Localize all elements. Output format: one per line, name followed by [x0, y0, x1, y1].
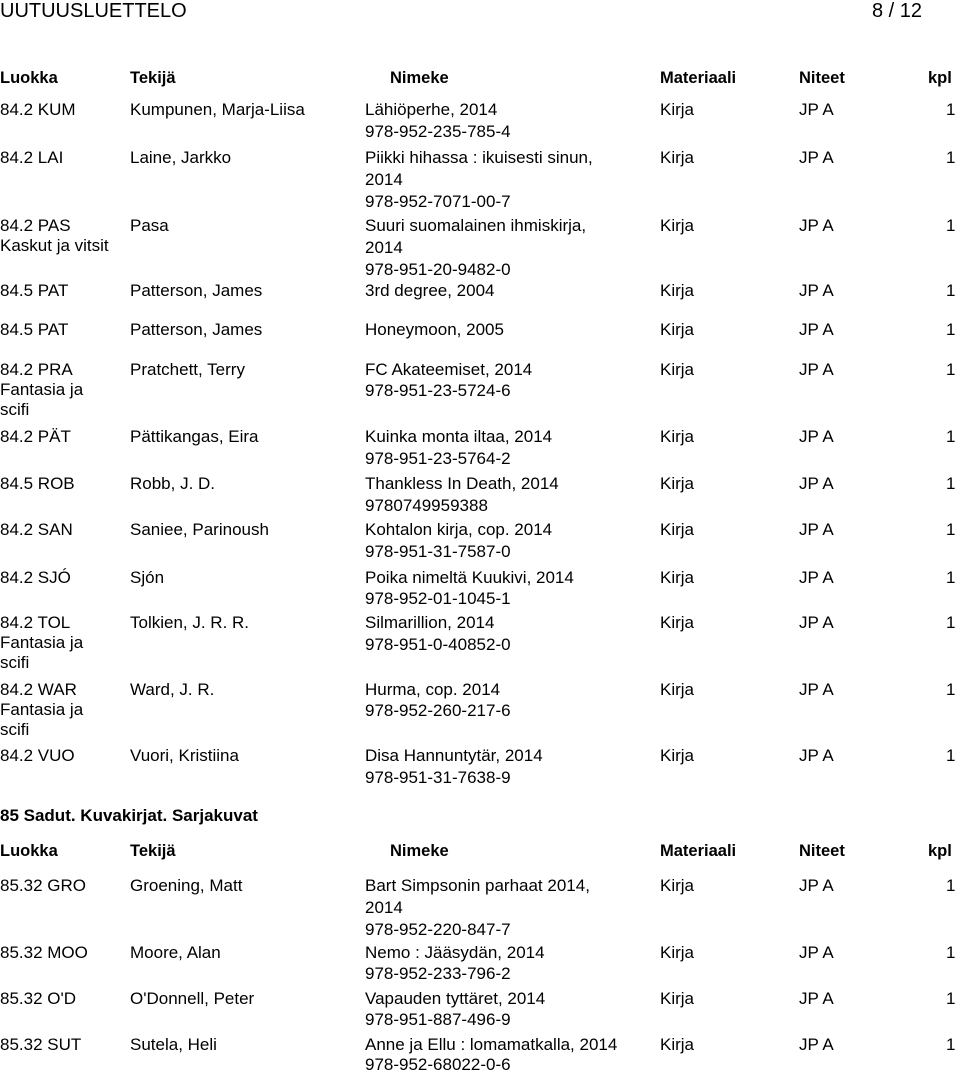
- row-niteet: JP A: [799, 100, 834, 119]
- column-kpl: kpl: [928, 842, 952, 860]
- row-genre-cont: scifi: [0, 720, 30, 739]
- row-nimeke: Lähiöperhe, 2014: [365, 100, 498, 119]
- column-niteet: Niteet: [799, 69, 845, 87]
- row-kpl: 1: [946, 568, 956, 587]
- page-number: 8 / 12: [872, 0, 923, 22]
- row-materiaali: Kirja: [660, 216, 695, 235]
- row-niteet: JP A: [799, 216, 834, 235]
- row-tekija: Patterson, James: [130, 281, 263, 300]
- row-tekija: O'Donnell, Peter: [130, 989, 255, 1008]
- row-tekija: Pättikangas, Eira: [130, 427, 259, 446]
- column-tekija: Tekijä: [130, 69, 176, 87]
- row-tekija: Ward, J. R.: [130, 680, 215, 699]
- row-niteet: JP A: [799, 613, 834, 632]
- column-nimeke: Nimeke: [390, 842, 449, 860]
- row-tekija: Vuori, Kristiina: [130, 746, 239, 765]
- row-luokka: 84.2 TOL: [0, 613, 71, 632]
- row-kpl: 1: [946, 148, 956, 167]
- row-nimeke-cont: 2014: [365, 170, 403, 189]
- row-luokka: 85.32 O'D: [0, 989, 77, 1008]
- row-tekija: Moore, Alan: [130, 943, 221, 962]
- row-niteet: JP A: [799, 989, 834, 1008]
- section-heading: 85 Sadut. Kuvakirjat. Sarjakuvat: [0, 806, 258, 825]
- row-niteet: JP A: [799, 474, 834, 493]
- row-luokka: 84.2 PRA: [0, 360, 73, 379]
- column-luokka: Luokka: [0, 69, 58, 87]
- row-materiaali: Kirja: [660, 680, 695, 699]
- row-kpl: 1: [946, 746, 956, 765]
- row-tekija: Laine, Jarkko: [130, 148, 232, 167]
- row-luokka: 84.2 PÄT: [0, 427, 71, 446]
- row-materiaali: Kirja: [660, 1035, 695, 1054]
- row-kpl: 1: [946, 320, 956, 339]
- column-materiaali: Materiaali: [660, 842, 737, 860]
- row-isbn: 978-952-235-785-4: [365, 122, 511, 141]
- row-nimeke: Piikki hihassa : ikuisesti sinun,: [365, 148, 593, 167]
- row-luokka: 84.2 WAR: [0, 680, 77, 699]
- row-nimeke: Vapauden tyttäret, 2014: [365, 989, 546, 1008]
- row-luokka: 84.2 LAI: [0, 148, 64, 167]
- row-luokka: 84.5 ROB: [0, 474, 75, 493]
- row-niteet: JP A: [799, 680, 834, 699]
- row-materiaali: Kirja: [660, 613, 695, 632]
- row-nimeke: Silmarillion, 2014: [365, 613, 495, 632]
- column-luokka: Luokka: [0, 842, 58, 860]
- row-luokka: 85.32 MOO: [0, 943, 88, 962]
- row-materiaali: Kirja: [660, 876, 695, 895]
- row-luokka: 85.32 SUT: [0, 1035, 82, 1054]
- row-luokka: 84.5 PAT: [0, 320, 69, 339]
- row-nimeke: Nemo : Jääsydän, 2014: [365, 943, 545, 962]
- row-nimeke: Bart Simpsonin parhaat 2014,: [365, 876, 590, 895]
- row-nimeke-cont: 2014: [365, 898, 403, 917]
- row-tekija: Sjón: [130, 568, 165, 587]
- row-kpl: 1: [946, 520, 956, 539]
- row-luokka: 84.2 SAN: [0, 520, 73, 539]
- row-nimeke: Kohtalon kirja, cop. 2014: [365, 520, 553, 539]
- row-materiaali: Kirja: [660, 943, 695, 962]
- row-kpl: 1: [946, 474, 956, 493]
- row-niteet: JP A: [799, 520, 834, 539]
- row-kpl: 1: [946, 281, 956, 300]
- row-isbn: 978-952-233-796-2: [365, 964, 511, 983]
- row-nimeke: Disa Hannuntytär, 2014: [365, 746, 543, 765]
- row-genre: Kaskut ja vitsit: [0, 236, 109, 255]
- row-kpl: 1: [946, 1035, 956, 1054]
- row-nimeke: Poika nimeltä Kuukivi, 2014: [365, 568, 574, 587]
- row-tekija: Pasa: [130, 216, 169, 235]
- row-genre: Fantasia ja: [0, 380, 84, 399]
- row-luokka: 85.32 GRO: [0, 876, 86, 895]
- row-isbn: 978-952-68022-0-6: [365, 1055, 511, 1074]
- column-kpl: kpl: [928, 69, 952, 87]
- row-kpl: 1: [946, 613, 956, 632]
- row-materiaali: Kirja: [660, 320, 695, 339]
- row-materiaali: Kirja: [660, 568, 695, 587]
- row-nimeke: Hurma, cop. 2014: [365, 680, 501, 699]
- row-isbn: 978-951-31-7587-0: [365, 542, 511, 561]
- row-niteet: JP A: [799, 427, 834, 446]
- row-niteet: JP A: [799, 320, 834, 339]
- row-materiaali: Kirja: [660, 520, 695, 539]
- row-tekija: Kumpunen, Marja-Liisa: [130, 100, 305, 119]
- row-niteet: JP A: [799, 281, 834, 300]
- row-materiaali: Kirja: [660, 427, 695, 446]
- row-nimeke: Kuinka monta iltaa, 2014: [365, 427, 553, 446]
- row-materiaali: Kirja: [660, 360, 695, 379]
- row-isbn: 978-951-31-7638-9: [365, 768, 511, 787]
- row-luokka: 84.2 VUO: [0, 746, 75, 765]
- row-kpl: 1: [946, 680, 956, 699]
- column-tekija: Tekijä: [130, 842, 176, 860]
- row-kpl: 1: [946, 427, 956, 446]
- row-genre-cont: scifi: [0, 653, 30, 672]
- column-nimeke: Nimeke: [390, 69, 449, 87]
- row-tekija: Saniee, Parinoush: [130, 520, 269, 539]
- row-isbn: 978-951-23-5764-2: [365, 449, 511, 468]
- row-kpl: 1: [946, 360, 956, 379]
- row-nimeke: Suuri suomalainen ihmiskirja,: [365, 216, 587, 235]
- row-tekija: Tolkien, J. R. R.: [130, 613, 250, 632]
- row-tekija: Robb, J. D.: [130, 474, 216, 493]
- row-tekija: Patterson, James: [130, 320, 263, 339]
- row-genre-cont: scifi: [0, 400, 30, 419]
- row-isbn: 978-951-0-40852-0: [365, 635, 511, 654]
- row-niteet: JP A: [799, 1035, 834, 1054]
- row-kpl: 1: [946, 989, 956, 1008]
- row-nimeke-cont: 2014: [365, 238, 403, 257]
- row-niteet: JP A: [799, 148, 834, 167]
- row-materiaali: Kirja: [660, 281, 695, 300]
- row-materiaali: Kirja: [660, 746, 695, 765]
- row-kpl: 1: [946, 216, 956, 235]
- row-niteet: JP A: [799, 360, 834, 379]
- row-isbn: 978-952-01-1045-1: [365, 589, 511, 608]
- row-isbn: 978-951-23-5724-6: [365, 381, 511, 400]
- row-isbn: 978-952-260-217-6: [365, 701, 511, 720]
- row-isbn: 978-952-220-847-7: [365, 920, 511, 939]
- row-materiaali: Kirja: [660, 989, 695, 1008]
- row-niteet: JP A: [799, 876, 834, 895]
- row-materiaali: Kirja: [660, 100, 695, 119]
- row-materiaali: Kirja: [660, 474, 695, 493]
- row-kpl: 1: [946, 100, 956, 119]
- row-nimeke: 3rd degree, 2004: [365, 281, 495, 300]
- column-materiaali: Materiaali: [660, 69, 737, 87]
- row-nimeke: Thankless In Death, 2014: [365, 474, 559, 493]
- row-isbn: 978-951-20-9482-0: [365, 260, 511, 279]
- row-tekija: Groening, Matt: [130, 876, 243, 895]
- row-tekija: Pratchett, Terry: [130, 360, 245, 379]
- column-niteet: Niteet: [799, 842, 845, 860]
- row-genre: Fantasia ja: [0, 700, 84, 719]
- row-isbn: 978-952-7071-00-7: [365, 192, 511, 211]
- row-materiaali: Kirja: [660, 148, 695, 167]
- row-kpl: 1: [946, 876, 956, 895]
- row-luokka: 84.2 PAS: [0, 216, 71, 235]
- row-kpl: 1: [946, 943, 956, 962]
- row-genre: Fantasia ja: [0, 633, 84, 652]
- row-niteet: JP A: [799, 568, 834, 587]
- row-nimeke: FC Akateemiset, 2014: [365, 360, 533, 379]
- row-niteet: JP A: [799, 943, 834, 962]
- row-luokka: 84.5 PAT: [0, 281, 69, 300]
- page-title: UUTUUSLUETTELO: [0, 0, 187, 22]
- row-isbn: 9780749959388: [365, 496, 488, 515]
- row-niteet: JP A: [799, 746, 834, 765]
- row-luokka: 84.2 KUM: [0, 100, 76, 119]
- row-isbn: 978-951-887-496-9: [365, 1010, 511, 1029]
- row-luokka: 84.2 SJÓ: [0, 568, 71, 587]
- row-nimeke: Anne ja Ellu : lomamatkalla, 2014: [365, 1035, 618, 1054]
- row-tekija: Sutela, Heli: [130, 1035, 217, 1054]
- row-nimeke: Honeymoon, 2005: [365, 320, 504, 339]
